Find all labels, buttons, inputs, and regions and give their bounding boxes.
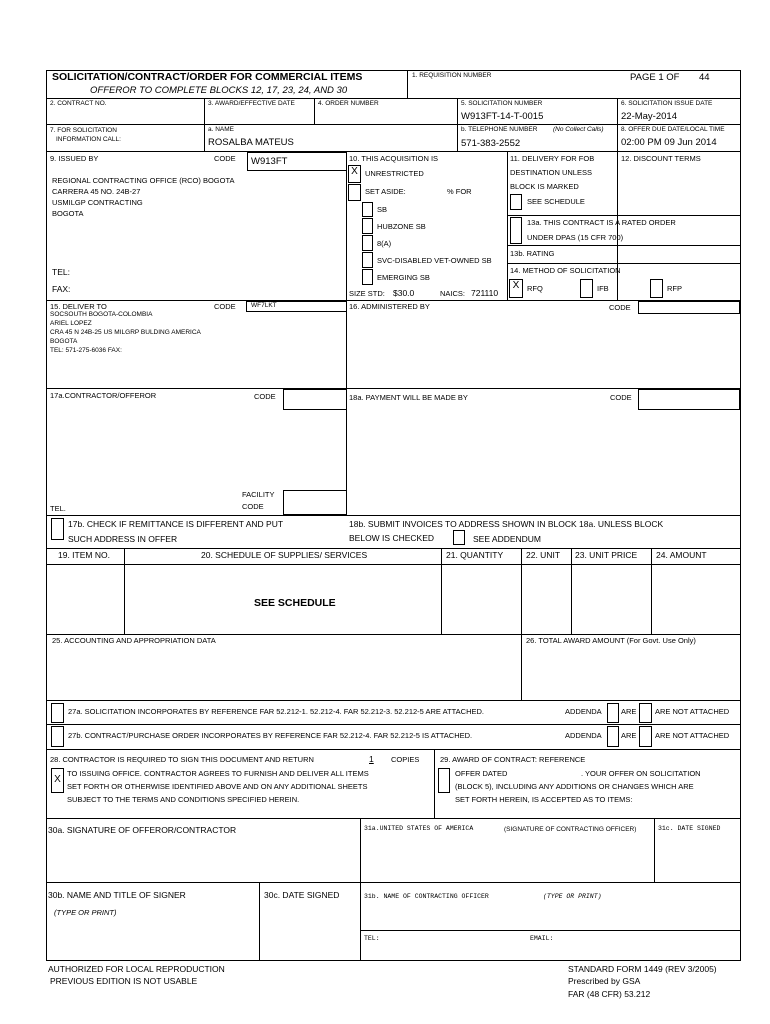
remittance-line-2: SUCH ADDRESS IN OFFER: [68, 534, 178, 544]
rfp-label: RFP: [667, 284, 682, 293]
date-signed-30c-label: 30c. DATE SIGNED: [264, 890, 340, 900]
set-aside-checkbox[interactable]: [348, 184, 361, 201]
27a-are-checkbox[interactable]: [607, 703, 619, 723]
unrestricted-label: UNRESTRICTED: [365, 169, 424, 178]
27a-text: 27a. SOLICITATION INCORPORATES BY REFERENCE FAR 52.212-1. 52.212-4. FAR 52.212-3. 52.212-5 ARE ATTACHED.: [68, 707, 484, 716]
col-unit: 22. UNIT: [526, 550, 561, 560]
rated-order-checkbox[interactable]: [510, 217, 522, 244]
see-schedule-note: SEE SCHEDULE: [254, 597, 336, 609]
usa-label: 31a.UNITED STATES OF AMERICA: [364, 825, 474, 832]
administered-by-code-label: CODE: [609, 303, 631, 312]
award-line-2: (BLOCK 5), INCLUDING ANY ADDITIONS OR CHANGES WHICH ARE: [455, 782, 694, 791]
destination-unless-label: DESTINATION UNLESS: [510, 168, 592, 177]
27a-are-not-label: ARE NOT ATTACHED: [655, 707, 730, 716]
payment-code-label: CODE: [610, 393, 632, 402]
issue-date-label: 6. SOLICITATION ISSUE DATE: [621, 100, 713, 107]
your-offer-label: . YOUR OFFER ON SOLICITATION: [581, 769, 701, 778]
contractor-agree-line-3: SUBJECT TO THE TERMS AND CONDITIONS SPECIFIED HEREIN.: [67, 795, 300, 804]
offer-due-label: 8. OFFER DUE DATE/LOCAL TIME: [621, 126, 725, 133]
dpas-label: UNDER DPAS (15 CFR 700): [527, 233, 624, 242]
rfq-label: RFQ: [527, 284, 543, 293]
footer-standard-form: STANDARD FORM 1449 (REV 3/2005): [568, 964, 717, 974]
contractor-code-label: CODE: [254, 392, 276, 401]
delivery-fob-label: 11. DELIVERY FOR FOB: [510, 154, 595, 163]
award-contract-checkbox[interactable]: [438, 768, 450, 793]
ifb-checkbox[interactable]: [580, 279, 593, 298]
deliver-to-line: CRA 45 N 24B-25 US MILGRP BULDING AMERICA: [50, 329, 201, 336]
see-addendum-label: SEE ADDENDUM: [473, 534, 542, 544]
co-email-label: EMAIL:: [530, 935, 554, 942]
footer-prescribed-by: Prescribed by GSA: [568, 976, 641, 986]
footer-authorized: AUTHORIZED FOR LOCAL REPRODUCTION: [48, 964, 225, 974]
deliver-to-line: TEL: 571-275-6036 FAX:: [50, 347, 122, 354]
rfp-checkbox[interactable]: [650, 279, 663, 298]
ifb-label: IFB: [597, 284, 609, 293]
27b-addenda-label: ADDENDA: [565, 731, 602, 740]
form-title: SOLICITATION/CONTRACT/ORDER FOR COMMERCIAL ITEMS: [52, 71, 363, 83]
contractor-agree-line-2: SET FORTH OR OTHERWISE IDENTIFIED ABOVE AND ON ANY ADDITIONAL SHEETS: [67, 782, 368, 791]
contract-no-label: 2. CONTRACT NO.: [50, 100, 107, 107]
contractor-offeror-label: 17a.CONTRACTOR/OFFEROR: [50, 391, 157, 400]
27b-checkbox[interactable]: [51, 726, 64, 747]
telephone-label: b. TELEPHONE NUMBER: [461, 126, 538, 133]
facility-code-label: CODE: [242, 502, 264, 511]
deliver-to-line: ARIEL LOPEZ: [50, 320, 92, 327]
col-unit-price: 23. UNIT PRICE: [575, 550, 638, 560]
naics-value: 721110: [471, 288, 499, 298]
telephone-value[interactable]: 571-383-2552: [461, 138, 521, 149]
27b-text: 27b. CONTRACT/PURCHASE ORDER INCORPORATES BY REFERENCE FAR 52.212-4. FAR 52.212-5 IS ATTACHED.: [68, 731, 473, 740]
contractor-sign-checkbox[interactable]: X: [51, 768, 64, 793]
issued-by-tel-label: TEL:: [52, 267, 70, 277]
27a-addenda-label: ADDENDA: [565, 707, 602, 716]
type-print-label: (TYPE OR PRINT): [54, 908, 117, 917]
date-signed-31c-label: 31c. DATE SIGNED: [658, 825, 721, 832]
size-std-label: SIZE STD:: [349, 289, 385, 298]
award-contract-label: 29. AWARD OF CONTRACT: REFERENCE: [440, 755, 586, 764]
hubzone-checkbox[interactable]: [362, 218, 373, 234]
total-award-label: 26. TOTAL AWARD AMOUNT (For Govt. Use Only): [526, 636, 696, 645]
issue-date-value[interactable]: 22-May-2014: [621, 111, 677, 122]
percent-for-label: % FOR: [447, 187, 472, 196]
solicitation-number-label: 5. SOLICITATION NUMBER: [461, 100, 543, 107]
for-info-label-2: INFORMATION CALL:: [56, 136, 121, 143]
copies-count: 1: [369, 754, 374, 764]
footer-previous-edition: PREVIOUS EDITION IS NOT USABLE: [50, 976, 198, 986]
see-schedule-label: SEE SCHEDULE: [527, 197, 585, 206]
svc-disabled-checkbox[interactable]: [362, 252, 373, 268]
name-signer-label: 30b. NAME AND TITLE OF SIGNER: [48, 890, 186, 900]
27b-are-not-label: ARE NOT ATTACHED: [655, 731, 730, 740]
27a-are-label: ARE: [621, 707, 637, 716]
administered-by-label: 16. ADMINISTERED BY: [349, 302, 430, 311]
discount-terms-label: 12. DISCOUNT TERMS: [621, 154, 701, 163]
signature-co-label: (SIGNATURE OF CONTRACTING OFFICER): [504, 826, 637, 833]
see-schedule-checkbox[interactable]: [510, 194, 522, 210]
contact-name-value[interactable]: ROSALBA MATEUS: [208, 137, 294, 148]
copies-label: COPIES: [391, 755, 420, 764]
remittance-line-1: 17b. CHECK IF REMITTANCE IS DIFFERENT AND PUT: [68, 519, 284, 529]
naics-label: NAICS:: [440, 289, 466, 298]
emerging-sb-checkbox[interactable]: [362, 269, 373, 285]
name-co-label: 31b. NAME OF CONTRACTING OFFICER: [364, 893, 489, 900]
col-amount: 24. AMOUNT: [656, 550, 707, 560]
footer-far-reference: FAR (48 CFR) 53.212: [568, 989, 651, 999]
emerging-sb-label: EMERGING SB: [377, 273, 430, 282]
no-collect-note: (No Collect Calls): [553, 126, 604, 133]
acquisition-label: 10. THIS ACQUISITION IS: [349, 154, 439, 163]
eight-a-checkbox[interactable]: [362, 235, 373, 251]
rating-label: 13b. RATING: [510, 249, 555, 258]
co-tel-label: TEL:: [364, 935, 380, 942]
27a-are-not-checkbox[interactable]: [639, 703, 652, 723]
requisition-number-label: 1. REQUISITION NUMBER: [412, 72, 492, 79]
sign-return-label: 28. CONTRACTOR IS REQUIRED TO SIGN THIS DOCUMENT AND RETURN: [50, 755, 314, 764]
rated-order-label: 13a. THIS CONTRACT IS A RATED ORDER: [527, 218, 676, 227]
page-total: 44: [699, 72, 710, 83]
deliver-to-code-value[interactable]: WF7LKT: [251, 302, 277, 309]
remittance-different-checkbox[interactable]: [51, 518, 64, 540]
facility-label: FACILITY: [242, 490, 275, 499]
col-schedule: 20. SCHEDULE OF SUPPLIES/ SERVICES: [201, 550, 368, 560]
deliver-to-label: 15. DELIVER TO: [50, 302, 107, 311]
award-date-label: 3. AWARD/EFFECTIVE DATE: [208, 100, 295, 107]
contractor-tel-label: TEL.: [50, 504, 66, 513]
issued-by-code-value[interactable]: W913FT: [251, 156, 288, 167]
contractor-agree-line-1: TO ISSUING OFFICE. CONTRACTOR AGREES TO FURNISH AND DELIVER ALL ITEMS: [67, 769, 369, 778]
hubzone-label: HUBZONE SB: [377, 222, 426, 231]
solicitation-number-value[interactable]: W913FT-14-T-0015: [461, 111, 544, 122]
col-quantity: 21. QUANTITY: [446, 550, 504, 560]
invoice-line-2: BELOW IS CHECKED: [349, 533, 435, 543]
set-aside-label: SET ASIDE:: [365, 187, 406, 196]
27a-checkbox[interactable]: [51, 703, 64, 723]
issued-by-line: USMILGP CONTRACTING: [52, 198, 143, 207]
svc-disabled-label: SVC-DISABLED VET-OWNED SB: [377, 256, 492, 265]
page-label: PAGE 1 OF: [630, 72, 680, 83]
method-solicitation-label: 14. METHOD OF SOLICITATION: [510, 266, 621, 275]
block-marked-label: BLOCK IS MARKED: [510, 182, 579, 191]
issued-by-line: CARRERA 45 NO. 24B-27: [52, 187, 141, 196]
27b-are-not-checkbox[interactable]: [639, 726, 652, 747]
issued-by-label: 9. ISSUED BY: [50, 154, 99, 163]
type-print-31b-label: (TYPE OR PRINT): [543, 893, 602, 900]
unrestricted-checkbox[interactable]: X: [348, 165, 361, 183]
offer-dated-label: OFFER DATED: [455, 769, 508, 778]
27b-are-label: ARE: [621, 731, 637, 740]
payment-made-by-label: 18a. PAYMENT WILL BE MADE BY: [349, 393, 468, 402]
name-label: a. NAME: [208, 126, 235, 133]
col-item-no: 19. ITEM NO.: [58, 550, 110, 560]
issued-by-fax-label: FAX:: [52, 284, 71, 294]
invoice-line-1: 18b. SUBMIT INVOICES TO ADDRESS SHOWN IN BLOCK 18a. UNLESS BLOCK: [349, 519, 664, 529]
size-std-value: $30.0: [393, 288, 415, 298]
for-info-label: 7. FOR SOLICITATION: [50, 127, 117, 134]
form-subtitle: OFFEROR TO COMPLETE BLOCKS 12, 17, 23, 24, AND 30: [90, 85, 348, 96]
issued-by-line: BOGOTA: [52, 209, 84, 218]
offer-due-value[interactable]: 02:00 PM 09 Jun 2014: [621, 137, 717, 148]
sb-label: SB: [377, 205, 388, 214]
27b-are-checkbox[interactable]: [607, 726, 619, 747]
accounting-data-label: 25. ACCOUNTING AND APPROPRIATION DATA: [52, 636, 216, 645]
sb-checkbox[interactable]: [362, 202, 373, 217]
deliver-to-line: SOCSOUTH BOGOTA-COLOMBIA: [50, 311, 153, 318]
order-number-label: 4. ORDER NUMBER: [318, 100, 379, 107]
deliver-to-code-label: CODE: [214, 302, 236, 311]
issued-by-line: REGIONAL CONTRACTING OFFICE (RCO) BOGOTA: [52, 176, 235, 185]
rfq-checkbox[interactable]: X: [509, 279, 523, 298]
signature-offeror-label: 30a. SIGNATURE OF OFFEROR/CONTRACTOR: [48, 825, 237, 835]
see-addendum-checkbox[interactable]: [453, 530, 465, 545]
eight-a-label: 8(A): [377, 239, 392, 248]
deliver-to-line: BOGOTA: [50, 338, 78, 345]
award-line-3: SET FORTH HEREIN, IS ACCEPTED AS TO ITEMS:: [455, 795, 633, 804]
issued-by-code-label: CODE: [214, 154, 236, 163]
